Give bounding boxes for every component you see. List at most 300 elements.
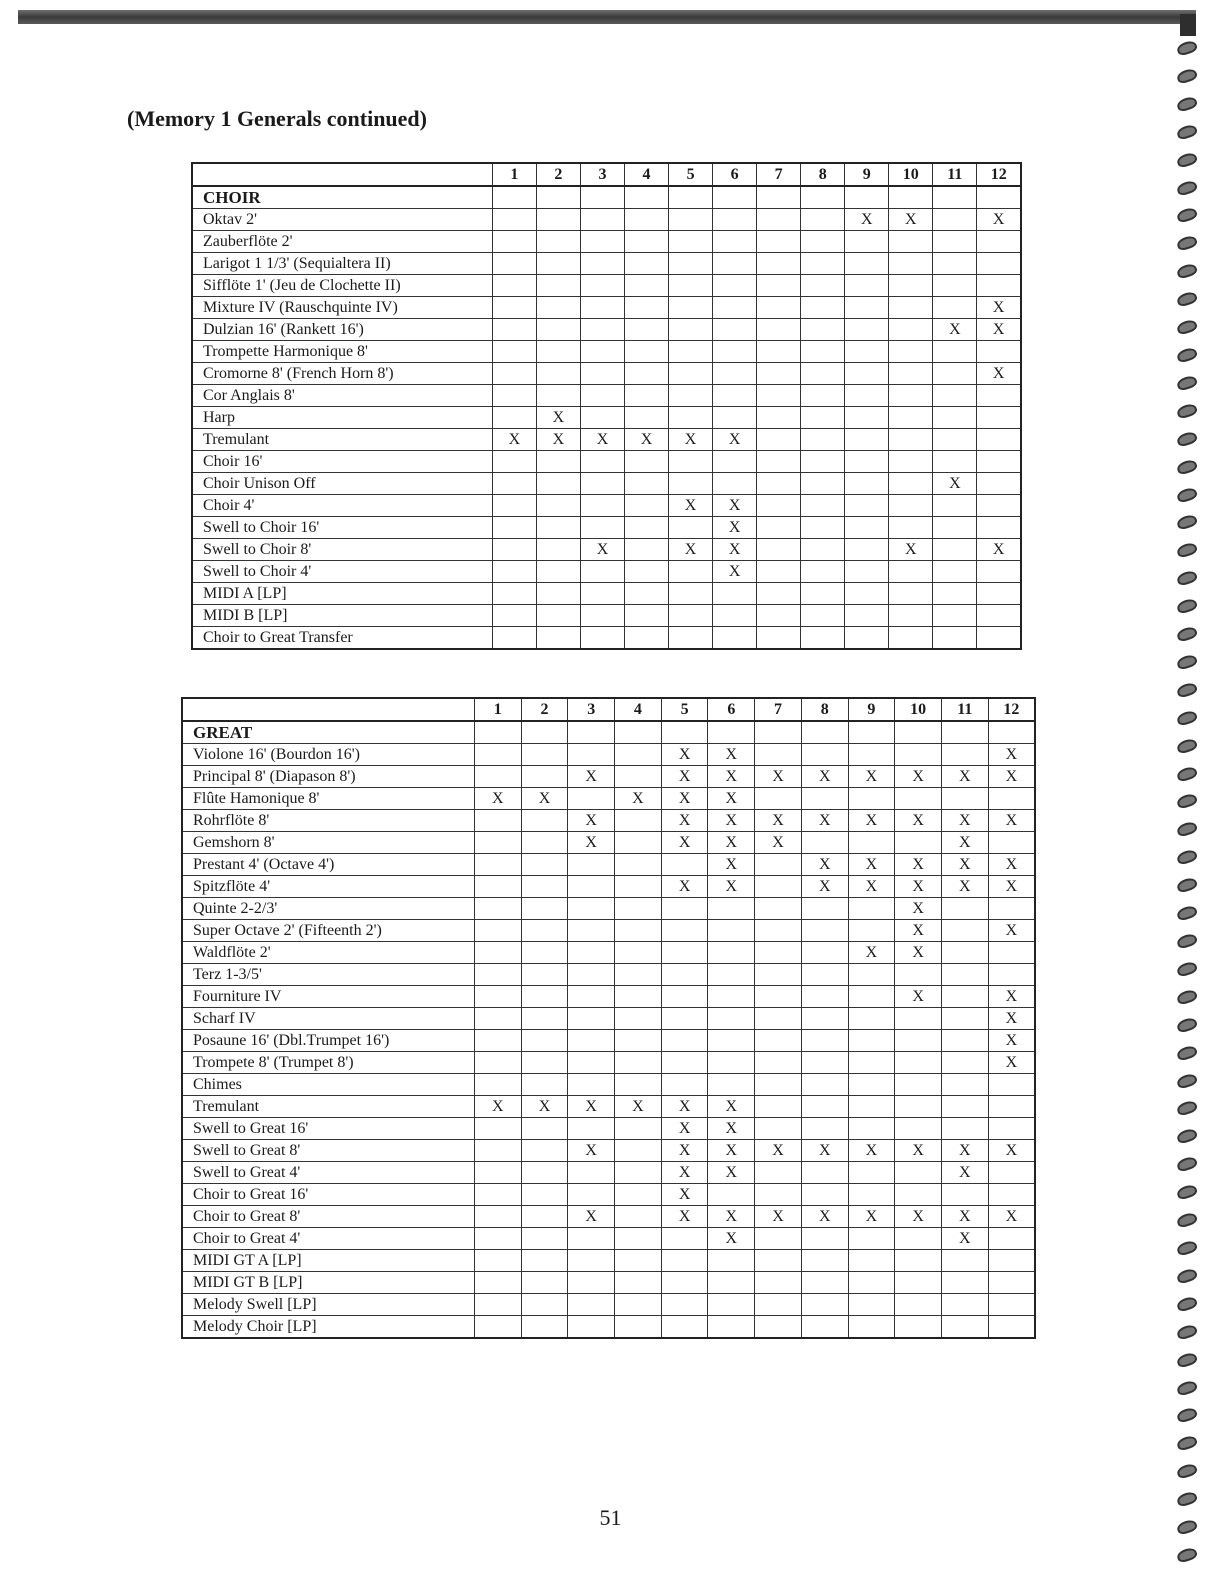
table-row	[192, 583, 1021, 605]
memory-cell	[474, 1316, 521, 1339]
column-header-12: 12	[977, 163, 1021, 186]
memory-cell	[474, 766, 521, 788]
memory-cell	[536, 627, 580, 650]
memory-cell	[895, 964, 942, 986]
table-row	[192, 473, 1021, 495]
memory-cell	[895, 1316, 942, 1339]
memory-cell: X	[713, 539, 757, 561]
binding-ring	[1177, 1491, 1195, 1504]
memory-cell: X	[568, 1096, 615, 1118]
memory-cell: X	[713, 517, 757, 539]
memory-cell	[625, 517, 669, 539]
memory-cell	[536, 231, 580, 253]
memory-cell	[889, 253, 933, 275]
memory-cell	[521, 876, 568, 898]
table-row	[192, 275, 1021, 297]
memory-cell	[661, 1272, 708, 1294]
memory-cell: X	[474, 788, 521, 810]
memory-cell	[848, 1294, 895, 1316]
memory-cell	[615, 766, 662, 788]
memory-cell: X	[708, 744, 755, 766]
memory-cell	[988, 1118, 1035, 1140]
table-row	[182, 810, 1035, 832]
memory-cell	[801, 495, 845, 517]
memory-cell	[941, 964, 988, 986]
memory-cell: X	[755, 766, 802, 788]
memory-cell	[615, 1316, 662, 1339]
memory-cell	[492, 297, 536, 319]
table-row	[182, 1096, 1035, 1118]
memory-cell	[845, 451, 889, 473]
memory-cell	[895, 1052, 942, 1074]
memory-cell	[625, 209, 669, 231]
stop-name: Melody Swell [LP]	[182, 1294, 474, 1316]
binding-ring	[1177, 403, 1195, 416]
memory-cell	[492, 495, 536, 517]
memory-cell	[521, 1184, 568, 1206]
memory-cell	[941, 788, 988, 810]
memory-cell	[757, 583, 801, 605]
memory-cell	[755, 964, 802, 986]
memory-cell	[708, 986, 755, 1008]
memory-cell	[889, 451, 933, 473]
memory-cell	[669, 341, 713, 363]
memory-cell: X	[661, 1206, 708, 1228]
table-row	[182, 1294, 1035, 1316]
binding-ring	[1177, 1352, 1195, 1365]
memory-cell	[988, 964, 1035, 986]
memory-cell	[568, 1228, 615, 1250]
memory-cell: X	[568, 810, 615, 832]
memory-cell: X	[988, 1140, 1035, 1162]
memory-cell	[661, 1030, 708, 1052]
stop-name: Zauberflöte 2'	[192, 231, 492, 253]
memory-cell	[625, 363, 669, 385]
table-row	[182, 1008, 1035, 1030]
memory-cell	[713, 385, 757, 407]
memory-cell	[521, 920, 568, 942]
choir-header-blank	[192, 163, 492, 186]
memory-cell	[580, 627, 624, 650]
table-row	[192, 407, 1021, 429]
memory-cell: X	[661, 810, 708, 832]
memory-cell	[536, 209, 580, 231]
stop-name: MIDI A [LP]	[192, 583, 492, 605]
memory-cell	[941, 1294, 988, 1316]
memory-cell	[580, 275, 624, 297]
column-header-2: 2	[536, 163, 580, 186]
memory-cell	[661, 1316, 708, 1339]
memory-cell	[941, 942, 988, 964]
memory-cell	[661, 1052, 708, 1074]
table-row	[182, 1250, 1035, 1272]
memory-cell	[941, 1096, 988, 1118]
memory-cell	[580, 209, 624, 231]
memory-cell	[521, 1118, 568, 1140]
memory-cell	[580, 341, 624, 363]
memory-cell: X	[848, 942, 895, 964]
memory-cell: X	[755, 1140, 802, 1162]
memory-cell	[536, 363, 580, 385]
memory-cell	[713, 627, 757, 650]
memory-cell	[889, 275, 933, 297]
binding-ring	[1177, 1380, 1195, 1393]
memory-cell: X	[713, 495, 757, 517]
memory-cell	[801, 1294, 848, 1316]
memory-cell	[755, 744, 802, 766]
column-header-2: 2	[521, 698, 568, 721]
memory-cell: X	[708, 1162, 755, 1184]
memory-cell	[988, 942, 1035, 964]
memory-cell	[615, 1294, 662, 1316]
memory-cell	[977, 341, 1021, 363]
memory-cell: X	[801, 854, 848, 876]
empty-cell	[941, 721, 988, 744]
memory-cell: X	[708, 854, 755, 876]
memory-cell	[933, 561, 977, 583]
memory-cell	[895, 1272, 942, 1294]
memory-cell	[801, 605, 845, 627]
memory-cell: X	[669, 539, 713, 561]
memory-cell	[615, 1052, 662, 1074]
memory-cell	[492, 231, 536, 253]
stop-name: Swell to Choir 4'	[192, 561, 492, 583]
binding-ring	[1177, 1073, 1195, 1086]
memory-cell	[889, 319, 933, 341]
memory-cell	[661, 986, 708, 1008]
memory-cell	[988, 1184, 1035, 1206]
memory-cell	[661, 1074, 708, 1096]
stop-name: Super Octave 2' (Fifteenth 2')	[182, 920, 474, 942]
memory-cell: X	[933, 473, 977, 495]
memory-cell	[536, 319, 580, 341]
memory-cell	[895, 1228, 942, 1250]
memory-cell	[801, 964, 848, 986]
stop-name: Choir to Great Transfer	[192, 627, 492, 650]
memory-cell	[977, 517, 1021, 539]
memory-cell: X	[895, 942, 942, 964]
memory-cell	[845, 495, 889, 517]
memory-cell	[568, 1118, 615, 1140]
stop-name: Choir 4'	[192, 495, 492, 517]
memory-cell	[492, 583, 536, 605]
memory-cell: X	[977, 539, 1021, 561]
memory-cell: X	[988, 1052, 1035, 1074]
stop-name: Gemshorn 8'	[182, 832, 474, 854]
memory-cell	[801, 1250, 848, 1272]
memory-cell	[713, 605, 757, 627]
memory-cell	[521, 1140, 568, 1162]
memory-cell	[492, 319, 536, 341]
memory-cell	[580, 495, 624, 517]
memory-cell: X	[845, 209, 889, 231]
memory-cell	[848, 1162, 895, 1184]
binding-ring	[1177, 1547, 1195, 1560]
memory-cell	[933, 297, 977, 319]
table-row	[192, 209, 1021, 231]
memory-cell	[669, 253, 713, 275]
memory-cell	[895, 1030, 942, 1052]
memory-cell	[536, 495, 580, 517]
memory-cell	[988, 1228, 1035, 1250]
memory-cell	[536, 517, 580, 539]
memory-cell: X	[708, 1096, 755, 1118]
memory-cell	[625, 583, 669, 605]
memory-cell	[625, 451, 669, 473]
table-row	[182, 920, 1035, 942]
stop-name: Choir Unison Off	[192, 473, 492, 495]
binding-ring	[1177, 1463, 1195, 1476]
memory-cell	[474, 1272, 521, 1294]
memory-cell	[615, 1162, 662, 1184]
memory-cell: X	[536, 407, 580, 429]
memory-cell: X	[708, 1228, 755, 1250]
empty-cell	[845, 186, 889, 209]
memory-cell	[669, 209, 713, 231]
table-row	[182, 1140, 1035, 1162]
memory-cell	[941, 898, 988, 920]
memory-cell	[977, 275, 1021, 297]
empty-cell	[755, 721, 802, 744]
empty-cell	[801, 721, 848, 744]
memory-cell	[580, 385, 624, 407]
memory-cell: X	[708, 766, 755, 788]
memory-cell	[933, 495, 977, 517]
empty-cell	[661, 721, 708, 744]
binding-ring	[1177, 1100, 1195, 1113]
memory-cell	[708, 1272, 755, 1294]
memory-cell	[848, 986, 895, 1008]
table-row	[192, 517, 1021, 539]
memory-cell	[933, 407, 977, 429]
memory-cell	[615, 854, 662, 876]
memory-cell	[941, 1184, 988, 1206]
memory-cell: X	[988, 766, 1035, 788]
memory-cell: X	[521, 788, 568, 810]
binding-ring	[1177, 766, 1195, 779]
memory-cell: X	[661, 1184, 708, 1206]
memory-cell	[845, 275, 889, 297]
memory-cell: X	[941, 1140, 988, 1162]
memory-cell	[708, 1184, 755, 1206]
memory-cell	[933, 583, 977, 605]
memory-cell	[848, 1118, 895, 1140]
column-header-9: 9	[848, 698, 895, 721]
memory-cell: X	[661, 744, 708, 766]
memory-cell: X	[708, 876, 755, 898]
memory-cell	[492, 363, 536, 385]
memory-cell	[521, 1162, 568, 1184]
binding-ring	[1177, 1045, 1195, 1058]
memory-cell	[536, 583, 580, 605]
memory-cell	[755, 1030, 802, 1052]
memory-cell	[755, 1316, 802, 1339]
memory-cell	[474, 832, 521, 854]
memory-cell	[492, 627, 536, 650]
memory-cell	[755, 876, 802, 898]
choir-header-row	[192, 163, 1021, 186]
memory-cell	[757, 429, 801, 451]
memory-cell	[669, 407, 713, 429]
memory-cell	[615, 986, 662, 1008]
memory-cell	[615, 942, 662, 964]
memory-cell	[625, 297, 669, 319]
binding-ring	[1177, 849, 1195, 862]
memory-cell	[492, 473, 536, 495]
memory-cell	[474, 898, 521, 920]
table-row	[192, 429, 1021, 451]
memory-cell	[580, 561, 624, 583]
stop-name: Prestant 4' (Octave 4')	[182, 854, 474, 876]
memory-cell	[757, 253, 801, 275]
memory-cell: X	[568, 832, 615, 854]
choir-generals-table	[191, 162, 1022, 650]
memory-cell	[755, 986, 802, 1008]
memory-cell	[801, 1316, 848, 1339]
stop-name: Larigot 1 1/3' (Sequialtera II)	[192, 253, 492, 275]
binding-ring	[1177, 961, 1195, 974]
memory-cell	[933, 451, 977, 473]
binding-ring	[1177, 152, 1195, 165]
table-row	[182, 1030, 1035, 1052]
memory-cell	[988, 1162, 1035, 1184]
memory-cell: X	[895, 854, 942, 876]
memory-cell	[669, 451, 713, 473]
stop-name: Cromorne 8' (French Horn 8')	[192, 363, 492, 385]
memory-cell	[801, 1030, 848, 1052]
memory-cell	[848, 788, 895, 810]
memory-cell	[757, 539, 801, 561]
memory-cell	[933, 517, 977, 539]
empty-cell	[988, 721, 1035, 744]
table-row	[182, 1228, 1035, 1250]
stop-name: Cor Anglais 8'	[192, 385, 492, 407]
table-row	[182, 1184, 1035, 1206]
memory-cell	[889, 385, 933, 407]
memory-cell	[615, 1228, 662, 1250]
column-header-11: 11	[933, 163, 977, 186]
memory-cell	[615, 898, 662, 920]
memory-cell	[755, 1074, 802, 1096]
memory-cell	[845, 517, 889, 539]
memory-cell	[536, 605, 580, 627]
memory-cell	[669, 275, 713, 297]
memory-cell	[615, 876, 662, 898]
memory-cell	[536, 275, 580, 297]
memory-cell	[474, 1074, 521, 1096]
memory-cell	[801, 231, 845, 253]
memory-cell	[801, 1272, 848, 1294]
memory-cell	[848, 1008, 895, 1030]
memory-cell	[801, 1008, 848, 1030]
memory-cell	[933, 429, 977, 451]
memory-cell	[521, 1250, 568, 1272]
memory-cell	[708, 1316, 755, 1339]
stop-name: Swell to Great 4'	[182, 1162, 474, 1184]
memory-cell	[713, 253, 757, 275]
memory-cell	[845, 385, 889, 407]
memory-cell	[713, 583, 757, 605]
memory-cell: X	[895, 920, 942, 942]
memory-cell: X	[661, 788, 708, 810]
memory-cell: X	[708, 832, 755, 854]
stop-name: Swell to Great 8'	[182, 1140, 474, 1162]
binding-ring	[1177, 40, 1195, 53]
memory-cell	[713, 451, 757, 473]
memory-cell	[568, 788, 615, 810]
memory-cell	[669, 517, 713, 539]
memory-cell	[474, 1052, 521, 1074]
stop-name: Spitzflöte 4'	[182, 876, 474, 898]
memory-cell	[669, 583, 713, 605]
memory-cell	[801, 385, 845, 407]
memory-cell	[933, 385, 977, 407]
memory-cell	[615, 810, 662, 832]
empty-cell	[889, 186, 933, 209]
memory-cell	[848, 1096, 895, 1118]
memory-cell	[536, 451, 580, 473]
binding-ring	[1177, 1156, 1195, 1169]
binding-ring	[1177, 487, 1195, 500]
memory-cell	[845, 297, 889, 319]
binding-ring	[1177, 682, 1195, 695]
memory-cell	[521, 744, 568, 766]
memory-cell	[713, 209, 757, 231]
memory-cell	[474, 986, 521, 1008]
column-header-7: 7	[755, 698, 802, 721]
memory-cell	[713, 363, 757, 385]
memory-cell	[757, 341, 801, 363]
memory-cell	[848, 1030, 895, 1052]
memory-cell	[848, 920, 895, 942]
memory-cell	[848, 1316, 895, 1339]
memory-cell	[661, 942, 708, 964]
memory-cell	[669, 363, 713, 385]
binding-ring	[1177, 877, 1195, 890]
memory-cell	[895, 1074, 942, 1096]
memory-cell	[625, 473, 669, 495]
memory-cell: X	[895, 876, 942, 898]
stop-name: Tremulant	[192, 429, 492, 451]
column-header-3: 3	[580, 163, 624, 186]
memory-cell: X	[568, 1140, 615, 1162]
binding-ring	[1177, 793, 1195, 806]
empty-cell	[615, 721, 662, 744]
memory-cell	[941, 1118, 988, 1140]
column-header-12: 12	[988, 698, 1035, 721]
stop-name: Waldflöte 2'	[182, 942, 474, 964]
table-row	[182, 1272, 1035, 1294]
spiral-binding	[1166, 40, 1206, 1560]
memory-cell	[848, 1052, 895, 1074]
memory-cell	[801, 1184, 848, 1206]
binding-ring	[1177, 821, 1195, 834]
memory-cell	[661, 1008, 708, 1030]
table-row	[192, 605, 1021, 627]
memory-cell	[845, 627, 889, 650]
memory-cell	[848, 744, 895, 766]
table-row	[182, 766, 1035, 788]
memory-cell	[492, 275, 536, 297]
memory-cell	[757, 561, 801, 583]
memory-cell	[568, 876, 615, 898]
memory-cell	[625, 495, 669, 517]
memory-cell	[615, 920, 662, 942]
memory-cell	[801, 898, 848, 920]
memory-cell	[669, 319, 713, 341]
binding-ring	[1177, 347, 1195, 360]
memory-cell	[941, 1030, 988, 1052]
